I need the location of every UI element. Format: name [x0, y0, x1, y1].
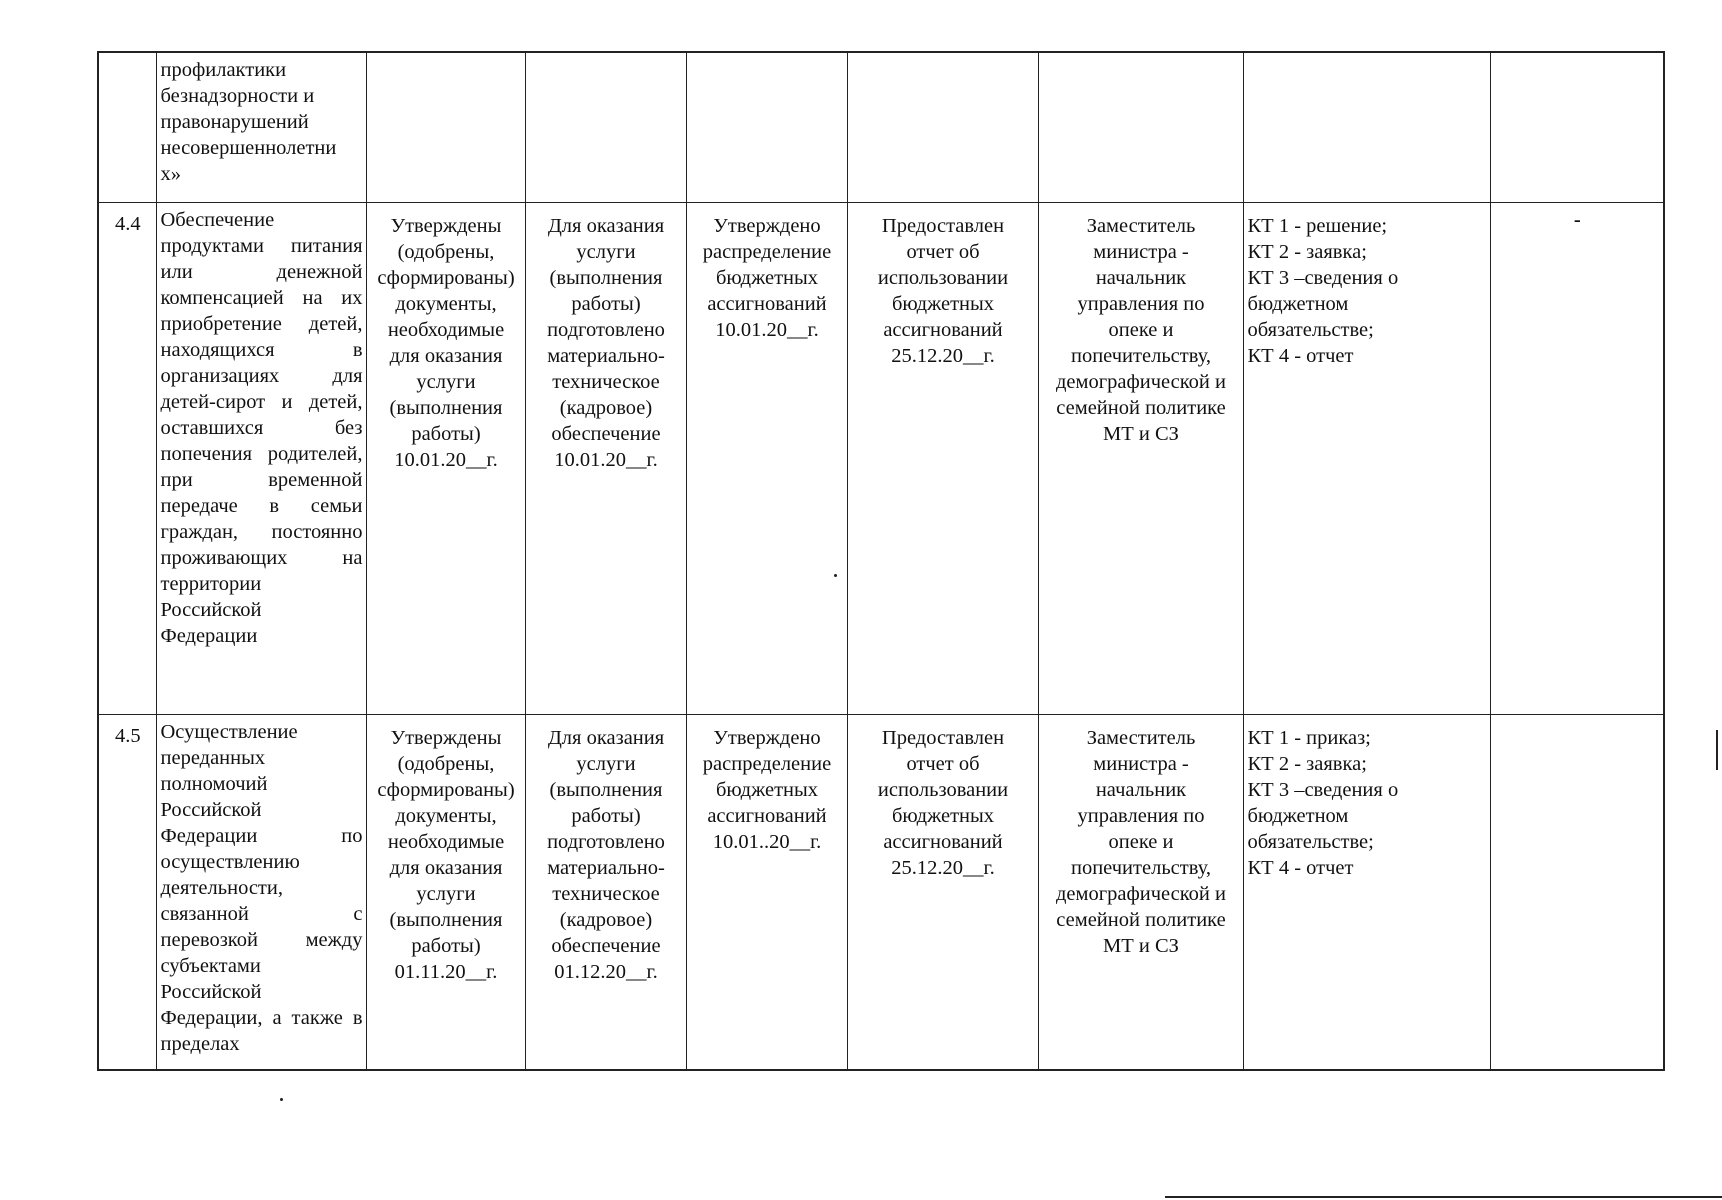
report-cell — [847, 52, 1038, 202]
row-number: 4.5 — [98, 714, 156, 1070]
equipment-cell — [525, 52, 686, 202]
responsible-cell: Заместитель министра - начальник управления по опеке и попечительству, демографической и семейной политике МТ и СЗ — [1038, 714, 1243, 1070]
note-cell — [1490, 714, 1664, 1070]
report-cell: Предоставлен отчет об использовании бюджетных ассигнований 25.12.20__г. — [847, 202, 1038, 714]
row-number — [98, 52, 156, 202]
control-points-cell — [1243, 52, 1490, 202]
control-points-cell: КТ 1 - приказ; КТ 2 - заявка; КТ 3 –сведения о бюджетном обязательстве; КТ 4 - отчет — [1243, 714, 1490, 1070]
documents-cell: Утверждены (одобрены, сформированы) документы, необходимые для оказания услуги (выполнения работы) 10.01.20__г. — [366, 202, 525, 714]
note-cell: - — [1490, 202, 1664, 714]
scan-speck — [834, 574, 837, 577]
note-cell — [1490, 52, 1664, 202]
report-cell: Предоставлен отчет об использовании бюджетных ассигнований 25.12.20__г. — [847, 714, 1038, 1070]
row-number: 4.4 — [98, 202, 156, 714]
distribution-cell: Утверждено распределение бюджетных ассигнований 10.01.20__г. — [686, 202, 847, 714]
control-points-cell: КТ 1 - решение; КТ 2 - заявка; КТ 3 –сведения о бюджетном обязательстве; КТ 4 - отчет — [1243, 202, 1490, 714]
table-row — [98, 202, 1664, 714]
page-edge-line — [1165, 1196, 1722, 1198]
distribution-cell — [686, 52, 847, 202]
equipment-cell: Для оказания услуги (выполнения работы) подготовлено материально- техническое (кадровое) обеспечение 01.12.20__г. — [525, 714, 686, 1070]
equipment-cell: Для оказания услуги (выполнения работы) подготовлено материально- техническое (кадровое) обеспечение 10.01.20__г. — [525, 202, 686, 714]
documents-cell: Утверждены (одобрены, сформированы) документы, необходимые для оказания услуги (выполнения работы) 01.11.20__г. — [366, 714, 525, 1070]
scan-speck — [280, 1098, 283, 1101]
table-row — [98, 52, 1664, 202]
plan-table — [97, 51, 1665, 1071]
page-edge-mark — [1716, 730, 1718, 770]
documents-cell — [366, 52, 525, 202]
distribution-cell: Утверждено распределение бюджетных ассигнований 10.01..20__г. — [686, 714, 847, 1070]
responsible-cell: Заместитель министра - начальник управления по опеке и попечительству, демографической и семейной политике МТ и СЗ — [1038, 202, 1243, 714]
table-row — [98, 714, 1664, 1070]
event-name: профилактики безнадзорности и правонарушений несовершеннолетни х» — [156, 52, 366, 202]
event-name: Обеспечение продуктами питания или денежной компенсацией на их приобретение детей, находящихся в организациях для детей-сирот и детей, оставшихся без попечения родителей, при временной передаче в семьи граждан, постоянно проживающих на территории Российской Федерации — [156, 202, 366, 714]
responsible-cell — [1038, 52, 1243, 202]
event-name: Осуществление переданных полномочий Российской Федерации по осуществлению деятельности, связанной с перевозкой между субъектами Российской Федерации, а также в пределах — [156, 714, 366, 1070]
